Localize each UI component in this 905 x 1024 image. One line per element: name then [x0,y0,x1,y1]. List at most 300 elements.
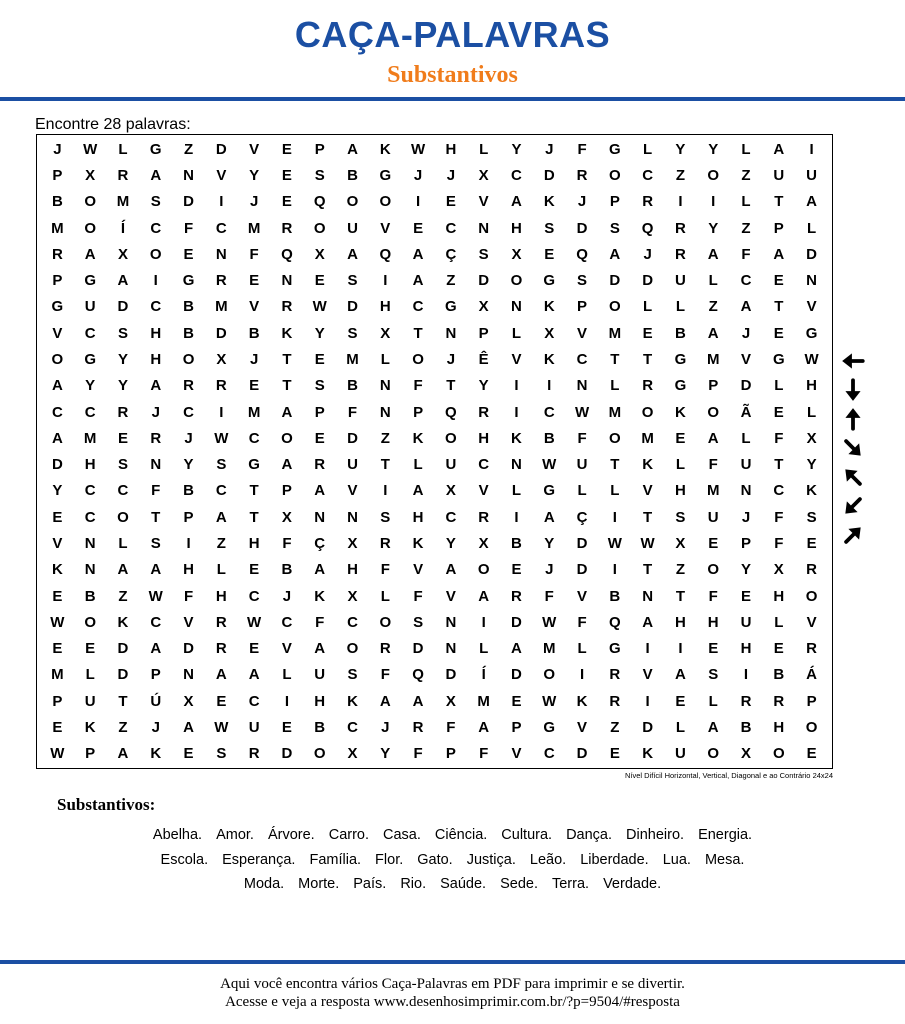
grid-cell: I [481,613,486,631]
word-item: Escola. [160,851,209,868]
grid-cell: O [84,613,97,631]
arrow-down-right-icon [836,433,870,462]
grid-cell: W [83,140,98,158]
grid-cell: Ç [445,245,457,263]
word-item: Terra. [551,876,590,892]
grid-cell: L [282,666,292,684]
grid-cell: X [806,429,817,447]
grid-cell: E [773,324,784,342]
grid-cell: E [675,692,686,710]
grid-cell: S [347,272,358,290]
grid-cell: K [642,745,654,763]
grid-cell: D [215,140,227,158]
grid-cell: V [281,640,292,658]
grid-cell: X [445,692,456,710]
grid-cell: E [85,640,96,658]
grid-cell: I [809,140,814,158]
grid-cell: R [117,166,129,184]
grid-cell: C [84,508,96,526]
grid-cell: W [148,587,163,605]
grid-cell: T [282,377,292,395]
grid-cell: J [577,193,587,211]
grid-cell: A [314,561,326,579]
grid-cell: C [543,403,555,421]
grid-cell: L [380,350,390,368]
grid-cell: V [741,350,752,368]
grid-cell: R [412,719,424,737]
grid-cell: H [445,140,457,158]
grid-cell: V [806,613,817,631]
grid-cell: R [150,429,162,447]
grid-cell: N [84,561,96,579]
grid-cell: E [773,272,784,290]
grid-cell: V [511,350,522,368]
grid-cell: D [576,535,588,552]
grid-cell: C [281,613,293,631]
grid-cell: U [347,456,358,474]
grid-cell: L [577,482,587,500]
grid-cell: A [707,429,719,447]
grid-cell: Z [380,429,390,447]
grid-cell: G [84,272,97,290]
grid-cell: J [545,140,554,158]
grid-cell: A [773,245,785,263]
grid-cell: U [84,692,96,710]
grid-cell: I [645,640,650,658]
grid-cell: T [675,587,686,605]
grid-cell: C [511,166,522,184]
grid-cell: A [642,613,654,631]
grid-cell: V [380,219,391,237]
word-item: Energia. [698,827,753,843]
grid-cell: C [117,482,129,500]
grid-cell: E [413,219,424,237]
grid-cell: C [740,272,752,290]
grid-cell: Y [117,377,128,395]
grid-cell: C [347,613,358,631]
grid-cell: L [118,140,128,158]
grid-cell: X [544,324,555,342]
grid-cell: H [412,508,424,526]
grid-cell: Y [380,745,391,763]
grid-cell: W [50,613,65,631]
grid-cell: X [85,166,96,184]
grid-cell: H [150,324,162,342]
grid-cell: Z [675,166,686,184]
grid-cell: B [84,587,96,605]
grid-cell: N [445,640,457,658]
grid-cell: W [411,140,426,158]
grid-cell: Ú [150,692,162,710]
grid-cell: R [773,692,785,710]
grid-cell: K [412,535,424,552]
grid-cell: V [216,166,227,184]
grid-cell: M [608,324,622,342]
grid-cell: T [774,298,784,316]
grid-cell: R [117,403,129,421]
grid-cell: B [281,561,293,579]
grid-cell: J [643,245,652,263]
grid-cell: Y [314,324,325,342]
grid-cell: F [413,377,423,395]
grid-cell: X [281,508,292,526]
grid-cell: Q [609,613,621,631]
grid-cell: B [543,429,555,447]
grid-cell: E [314,272,325,290]
grid-cell: O [379,613,392,631]
grid-cell: H [183,561,194,579]
grid-cell: K [379,140,391,158]
grid-cell: A [609,245,621,263]
grid-cell: R [478,508,490,526]
grid-cell: D [117,298,129,316]
grid-cell: S [675,508,686,526]
grid-cell: O [117,508,129,526]
grid-cell: L [741,140,751,158]
grid-cell: E [183,745,194,763]
word-item: Sede. [500,876,538,892]
grid-cell: N [445,613,457,631]
grid-cell: F [708,456,718,474]
grid-cell: N [379,403,391,421]
grid-cell: M [51,219,64,237]
grid-cell: W [214,429,229,447]
word-item: País. [353,876,387,892]
grid-cell: V [577,324,588,342]
grid-cell: E [281,719,292,737]
grid-cell: H [740,640,752,658]
grid-cell: X [314,245,325,263]
grid-cell: M [83,429,97,447]
grid-cell: C [51,403,63,421]
grid-cell: L [675,456,686,474]
grid-cell: Z [216,535,226,552]
grid-cell: X [773,561,784,579]
grid-cell: A [150,377,162,395]
grid-cell: V [183,613,194,631]
grid-cell: V [413,561,424,579]
grid-cell: I [383,482,388,500]
grid-cell: G [674,350,687,368]
word-item: Liberdade. [580,851,649,868]
grid-cell: A [675,666,686,684]
grid-cell: M [51,666,64,684]
grid-cell: L [708,692,718,710]
word-item: Moda. [243,876,285,892]
grid-cell: S [314,166,325,184]
grid-cell: M [706,482,720,500]
grid-cell: B [773,666,785,684]
grid-cell: Z [741,166,751,184]
grid-cell: A [150,166,162,184]
grid-cell: A [412,245,424,263]
grid-cell: S [577,272,588,290]
grid-cell: O [84,219,97,237]
grid-cell: P [85,745,96,763]
grid-cell: O [412,350,424,368]
grid-cell: P [773,219,784,237]
grid-cell: A [215,508,227,526]
grid-cell: C [150,298,162,316]
grid-cell: E [445,193,456,211]
grid-cell: P [52,272,63,290]
grid-cell: I [678,193,683,211]
grid-cell: P [806,692,817,710]
grid-cell: G [543,272,556,290]
grid-cell: H [84,456,96,474]
grid-cell: D [281,745,293,763]
grid-cell: B [183,482,194,500]
grid-cell: Z [118,587,128,605]
grid-cell: S [544,219,555,237]
grid-cell: A [347,140,358,158]
grid-cell: E [708,640,719,658]
grid-cell: Z [118,719,128,737]
grid-cell: E [314,350,325,368]
grid-cell: Ç [314,535,326,552]
grid-cell: U [773,166,785,184]
grid-cell: I [645,692,650,710]
grid-cell: A [478,587,490,605]
grid-cell: X [216,350,227,368]
grid-cell: C [150,613,162,631]
grid-cell: H [215,587,227,605]
grid-cell: L [380,587,390,605]
grid-cell: S [380,508,391,526]
grid-cell: S [478,245,489,263]
grid-cell: X [347,745,358,763]
grid-cell: Y [806,456,817,474]
grid-cell: O [313,219,326,237]
grid-cell: H [773,587,785,605]
grid-cell: W [574,403,590,421]
grid-cell: E [249,640,260,658]
grid-cell: G [149,140,162,158]
grid-cell: R [183,377,194,395]
grid-cell: Y [445,535,456,552]
grid-cell: A [347,245,358,263]
grid-cell: K [806,482,818,500]
grid-cell: A [117,561,129,579]
grid-cell: T [610,350,620,368]
grid-cell: E [281,166,292,184]
grid-cell: S [150,535,161,552]
grid-cell: H [347,561,358,579]
level-note: Nível Difícil Horizontal, Vertical, Diagonal e ao Contrário 24x24 [624,771,833,780]
grid-cell: L [479,640,489,658]
grid-cell: P [281,482,292,500]
word-item: Cultura. [501,827,553,843]
grid-cell: S [216,745,227,763]
grid-cell: T [118,692,128,710]
grid-cell: D [117,666,129,684]
grid-cell: D [642,272,654,290]
grid-cell: E [806,535,817,552]
grid-cell: K [117,613,129,631]
grid-cell: S [117,456,128,474]
grid-cell: M [215,298,228,316]
grid-cell: E [249,561,260,579]
grid-cell: Ã [740,403,752,421]
grid-cell: M [247,219,261,237]
word-item: Justiça. [466,851,516,868]
grid-cell: I [678,640,683,658]
word-item: Família. [309,851,362,868]
grid-cell: K [576,692,588,710]
grid-cell: D [609,272,621,290]
grid-cell: M [706,350,720,368]
grid-cell: A [412,272,424,290]
instructions: Encontre 28 palavras: [35,116,191,133]
grid-cell: E [806,745,817,763]
grid-cell: M [346,350,359,368]
grid-cell: O [805,719,818,737]
grid-cell: S [150,193,161,211]
grid-cell: I [514,403,519,421]
grid-cell: C [642,166,654,184]
grid-cell: R [642,193,654,211]
grid-cell: O [281,429,293,447]
grid-cell: E [741,587,752,605]
grid-cell: N [806,272,818,290]
word-item: Saúde. [440,876,487,892]
grid-cell: I [612,561,617,579]
arrow-up-right-icon [836,520,870,549]
grid-cell: N [379,377,391,395]
grid-cell: R [806,640,818,658]
grid-cell: D [478,272,490,290]
grid-cell: Á [806,666,818,684]
grid-cell: L [774,613,784,631]
grid-cell: L [610,482,620,500]
grid-cell: X [478,298,489,316]
grid-cell: P [314,140,325,158]
grid-cell: I [579,666,585,684]
grid-cell: W [804,350,819,368]
grid-cell: W [247,613,262,631]
grid-cell: W [542,613,557,631]
grid-cell: T [643,350,653,368]
grid-cell: L [675,298,686,316]
grid-cell: K [347,692,358,710]
grid-cell: K [51,561,63,579]
grid-cell: I [383,272,388,290]
grid-cell: J [249,350,259,368]
grid-cell: V [577,587,588,605]
grid-cell: N [511,456,522,474]
word-item: Rio. [400,876,427,892]
grid-cell: O [51,350,64,368]
grid-cell: P [314,403,325,421]
grid-cell: U [248,719,260,737]
grid-cell: R [215,377,227,395]
grid-cell: D [511,613,522,631]
grid-cell: I [416,193,421,211]
grid-cell: E [609,745,620,763]
grid-cell: R [51,245,63,263]
grid-cell: R [675,245,686,263]
grid-cell: E [52,719,63,737]
grid-cell: A [183,719,194,737]
grid-cell: N [642,587,654,605]
grid-cell: J [545,561,554,579]
grid-cell: G [543,719,556,737]
grid-cell: Y [675,140,686,158]
grid-cell: V [478,482,489,500]
grid-cell: G [543,482,556,500]
grid-cell: L [118,535,128,552]
grid-cell: C [215,219,227,237]
word-item: Mesa. [704,851,745,868]
grid-cell: V [577,719,588,737]
grid-cell: U [84,298,96,316]
grid-cell: O [477,561,490,579]
word-item: Gato. [417,851,453,868]
word-list-line [0,848,905,873]
grid-cell: Y [117,350,128,368]
grid-cell: H [675,613,686,631]
grid-cell: K [543,350,555,368]
grid-cell: A [150,561,162,579]
grid-cell: D [183,640,194,658]
word-item: Casa. [383,827,421,843]
grid-cell: Y [511,140,522,158]
word-item: Ciência. [434,827,488,843]
grid-cell: N [511,298,522,316]
grid-cell: I [153,272,158,290]
grid-cell: F [380,561,390,579]
grid-cell: C [84,324,96,342]
grid-cell: T [643,561,653,579]
grid-cell: O [707,403,720,421]
grid-cell: D [51,456,63,474]
grid-cell: N [84,535,96,552]
grid-cell: J [741,324,751,342]
arrow-up-icon [836,404,870,433]
grid-cell: F [183,219,194,237]
grid-cell: R [215,613,227,631]
grid-cell: H [511,219,522,237]
grid-cell: A [281,403,293,421]
grid-cell: S [806,508,817,526]
grid-cell: F [315,613,325,631]
grid-cell: G [379,166,392,184]
grid-cell: V [511,745,522,763]
grid-cell: H [675,482,686,500]
grid-cell: C [478,456,490,474]
word-item: Lua. [662,851,691,868]
grid-cell: D [576,561,588,579]
grid-cell: J [151,719,160,737]
grid-cell: H [773,719,785,737]
grid-cell: L [741,193,751,211]
grid-cell: O [84,193,97,211]
grid-cell: O [805,587,818,605]
grid-cell: M [247,403,261,421]
grid-cell: E [511,561,522,579]
grid-cell: F [577,140,587,158]
grid-cell: Í [120,219,126,237]
grid-cell: V [52,535,63,552]
grid-cell: A [51,377,63,395]
grid-cell: I [219,403,224,421]
word-list-line [0,823,905,848]
footer [0,975,905,1011]
grid-cell: E [216,692,227,710]
grid-cell: T [610,456,620,474]
grid-cell: S [216,456,227,474]
grid-cell: E [281,140,292,158]
